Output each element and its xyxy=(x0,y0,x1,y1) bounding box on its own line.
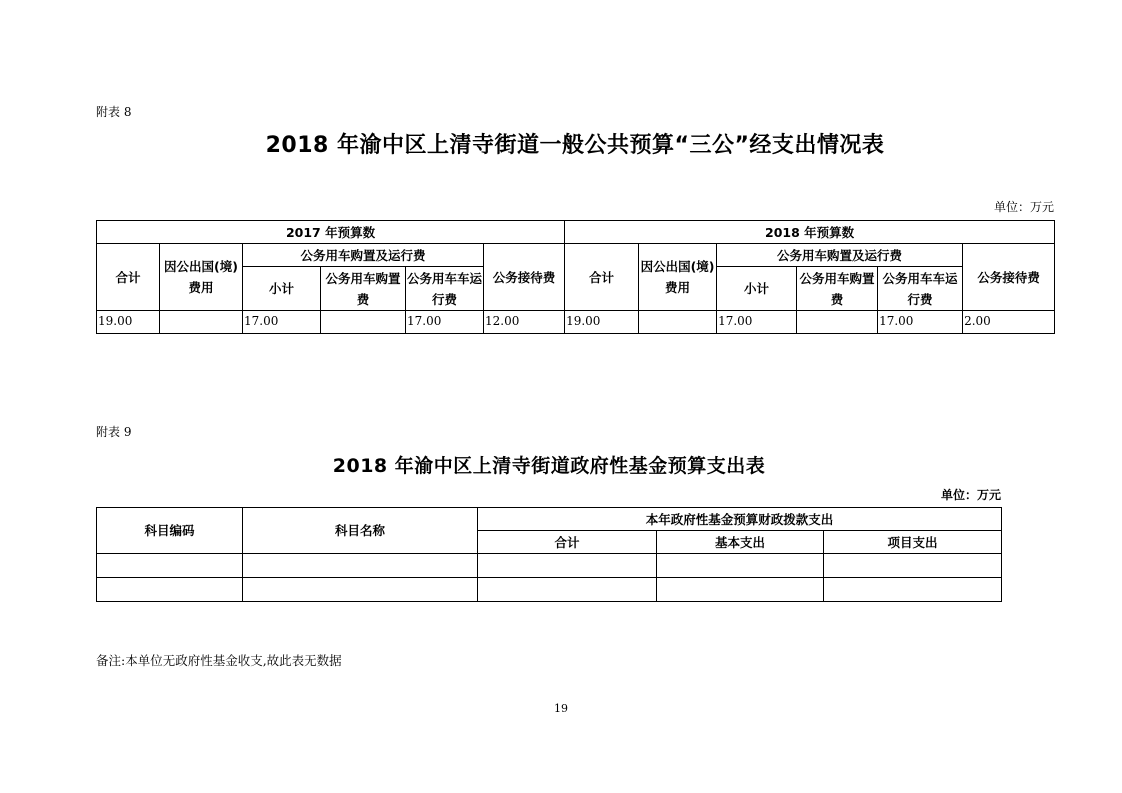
table8-title: 2018 年渝中区上清寺街道一般公共预算“三公”经支出情况表 xyxy=(265,133,885,158)
header-purchase: 公务用车购置费 xyxy=(797,267,878,311)
header-abroad: 因公出国(境)费用 xyxy=(160,244,243,311)
cell-2017-reception: 12.00 xyxy=(484,311,565,334)
table-row xyxy=(97,578,1002,602)
table-cell xyxy=(97,578,243,602)
header-basic: 基本支出 xyxy=(657,531,824,554)
header-vehicle: 公务用车购置及运行费 xyxy=(243,244,484,267)
cell-2017-abroad xyxy=(160,311,243,334)
cell-2018-purchase xyxy=(797,311,878,334)
header-vehicle: 公务用车购置及运行费 xyxy=(717,244,963,267)
group-header-2018: 2018 年预算数 xyxy=(565,221,1055,244)
header-reception: 公务接待费 xyxy=(484,244,565,311)
table-row xyxy=(97,311,1055,334)
table8-unit: 单位：万元 xyxy=(993,200,1054,214)
table9-unit: 单位：万元 xyxy=(940,488,1001,502)
header-group: 本年政府性基金预算财政拨款支出 xyxy=(478,508,1002,531)
cell-2018-reception: 2.00 xyxy=(963,311,1055,334)
cell-2018-abroad xyxy=(639,311,717,334)
table9-label: 附表 9 xyxy=(96,425,132,439)
table9-note: 备注:本单位无政府性基金收支,故此表无数据 xyxy=(96,653,342,668)
table-cell xyxy=(824,554,1002,578)
table8-label: 附表 8 xyxy=(96,105,132,119)
cell-2017-subtotal: 17.00 xyxy=(243,311,321,334)
table-cell xyxy=(243,578,478,602)
header-purchase: 公务用车购置费 xyxy=(321,267,406,311)
table-cell xyxy=(478,554,657,578)
cell-2018-total: 19.00 xyxy=(565,311,639,334)
cell-2018-subtotal: 17.00 xyxy=(717,311,797,334)
header-operation: 公务用车车运行费 xyxy=(878,267,963,311)
table-cell xyxy=(824,578,1002,602)
group-header-2017: 2017 年预算数 xyxy=(97,221,565,244)
header-total: 合计 xyxy=(565,244,639,311)
government-fund-table xyxy=(96,507,1002,602)
header-total: 合计 xyxy=(97,244,160,311)
table-cell xyxy=(478,578,657,602)
cell-2017-operation: 17.00 xyxy=(406,311,484,334)
header-project: 项目支出 xyxy=(824,531,1002,554)
header-operation: 公务用车车运行费 xyxy=(406,267,484,311)
header-subtotal: 小计 xyxy=(243,267,321,311)
table-cell xyxy=(657,554,824,578)
table-cell xyxy=(243,554,478,578)
cell-2017-total: 19.00 xyxy=(97,311,160,334)
header-subtotal: 小计 xyxy=(717,267,797,311)
cell-2017-purchase xyxy=(321,311,406,334)
header-name: 科目名称 xyxy=(243,508,478,554)
table-row xyxy=(97,554,1002,578)
table-cell xyxy=(657,578,824,602)
table9-title: 2018 年渝中区上清寺街道政府性基金预算支出表 xyxy=(332,455,766,477)
header-reception: 公务接待费 xyxy=(963,244,1055,311)
table-cell xyxy=(97,554,243,578)
header-fund-total: 合计 xyxy=(478,531,657,554)
header-code: 科目编码 xyxy=(97,508,243,554)
cell-2018-operation: 17.00 xyxy=(878,311,963,334)
three-public-expenses-table xyxy=(96,220,1055,334)
header-abroad: 因公出国(境)费用 xyxy=(639,244,717,311)
page-number: 19 xyxy=(554,702,568,715)
